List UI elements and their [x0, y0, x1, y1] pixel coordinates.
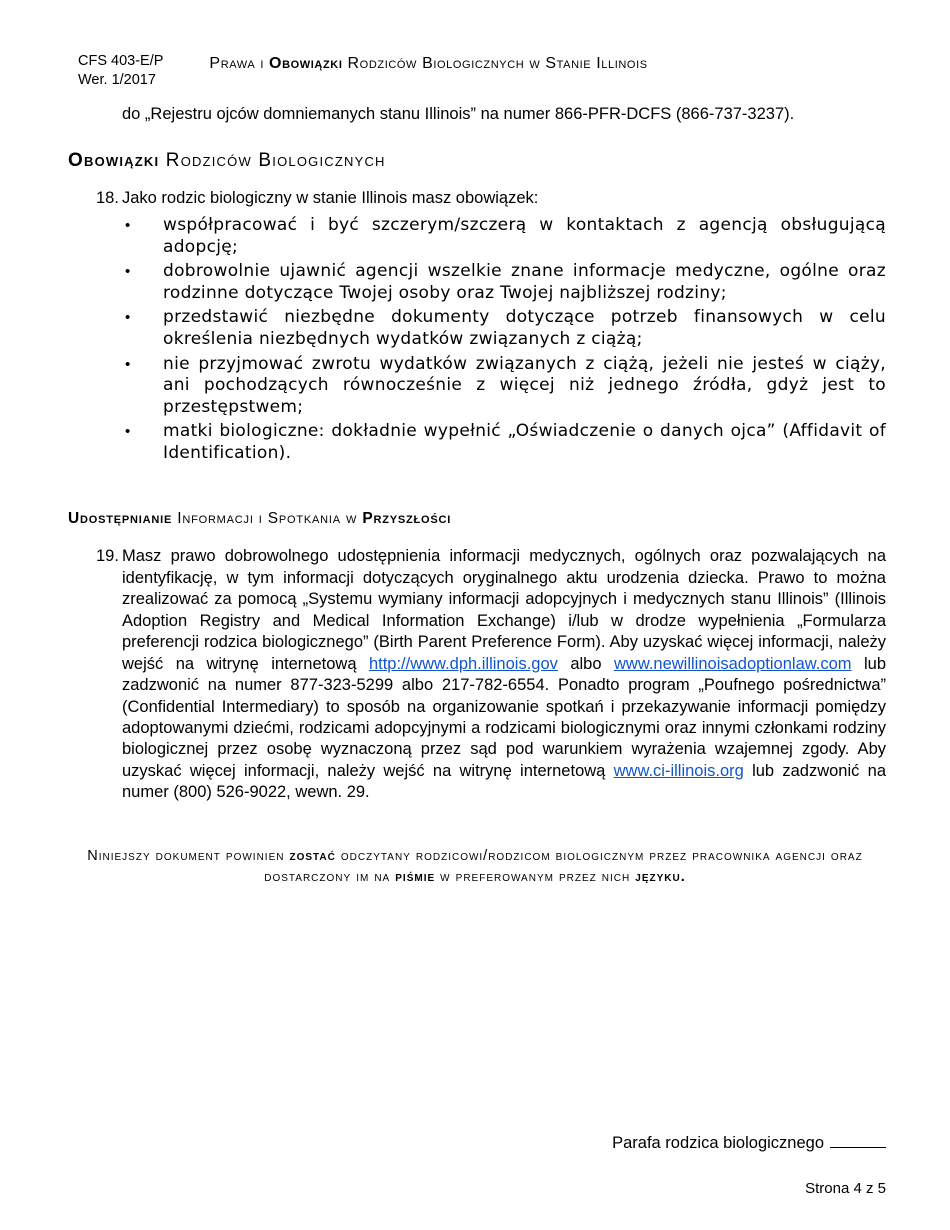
closing-bold-3: języku.: [635, 868, 686, 885]
item-19-text-3: lub zadzwonić na numer 877-323-5299 albo 217-782-6554. Ponadto program „Poufnego pośrednictwa” (Confidential Intermediary) to sposób na organizowanie spotkań i przekazywanie informacji pomiędzy adoptowanymi dziećmi, rodzicami adopcyjnymi a rodzicami biologicznymi oraz innymi członkami rodziny biologicznej przez osobę wyznaczoną przez sąd pod warunkiem wyrażenia wzajemnej zgody. Aby uzyskać więcej informacji, należy wejść na witrynę internetową: [122, 654, 886, 780]
document-title-post: Rodziców Biologicznych w Stanie Illinois: [342, 55, 648, 72]
list-item: [125, 261, 886, 304]
sharing-section-heading: [68, 510, 886, 528]
newillinoisadoptionlaw-link[interactable]: www.newillinoisadoptionlaw.com: [613, 654, 852, 673]
document-header: [0, 0, 950, 90]
item-19-number: 19.: [96, 547, 119, 566]
bullet-icon: •: [125, 263, 131, 281]
document-title-pre: Prawa i: [209, 55, 270, 72]
bullet-text: przedstawić niezbędne dokumenty dotyczące potrzeb finansowych w celu określenia niezbędnych wydatków związanych z ciążą;: [163, 307, 886, 350]
bullet-icon: •: [125, 355, 131, 373]
closing-text-2: odczytany rodzicowi/rodzicom biologicznym przez pracownika agencji oraz dostarczony im na: [264, 847, 863, 885]
form-version: Wer. 1/2017: [78, 71, 156, 88]
list-item: [125, 354, 886, 419]
bullet-icon: •: [125, 309, 131, 327]
closing-bold-2: piśmie: [395, 868, 436, 885]
continuation-line: do „Rejestru ojców domniemanych stanu Illinois” na numer 866-PFR-DCFS (866-737-3237).: [122, 104, 795, 123]
closing-statement: [61, 846, 889, 888]
bullet-icon: •: [125, 423, 131, 441]
form-number: CFS 403-E/P: [78, 53, 164, 69]
sharing-heading-bold-1: Udostępnianie: [68, 510, 173, 528]
initials-row: [612, 1134, 886, 1153]
bullet-icon: •: [125, 217, 131, 235]
duties-heading-rest: Rodziców Biologicznych: [159, 149, 386, 171]
item-19-paragraph: [122, 546, 886, 803]
list-item: [125, 307, 886, 350]
bullet-text: matki biologiczne: dokładnie wypełnić „Oświadczenie o danych ojca” (Affidavit of Identification).: [163, 421, 886, 463]
page-number: Strona 4 z 5: [805, 1180, 886, 1197]
sharing-heading-mid: Informacji i Spotkania w: [172, 510, 363, 528]
item-18: [96, 188, 886, 209]
initials-label: Parafa rodzica biologicznego: [612, 1134, 824, 1152]
closing-text-3: w preferowanym przez nich: [435, 868, 636, 885]
item-19: [96, 546, 886, 803]
duties-bullet-list: [125, 215, 886, 464]
bullet-text: nie przyjmować zwrotu wydatków związanych z ciążą, jeżeli nie jesteś w ciąży, ani pochodzących równocześnie z więcej niż jednego źródła, gdyż jest to przestępstwem;: [163, 353, 886, 417]
item-18-number: 18.: [96, 188, 119, 207]
list-item: [125, 215, 886, 258]
closing-bold-1: zostać: [289, 847, 336, 864]
initials-blank-line[interactable]: [830, 1134, 886, 1148]
form-id-block: [78, 52, 163, 90]
item-19-text-2: albo: [557, 654, 614, 673]
item-19-text-1: Masz prawo dobrowolnego udostępnienia informacji medycznych, ogólnych oraz pozwalających na identyfikację, w tym informacji dotyczących oryginalnego aktu urodzenia dziecka. Prawo to można zrealizować za pomocą „Systemu wymiany informacji adopcyjnych i medycznych stanu Illinois” (Illinois Adoption Registry and Medical Information Exchange) i/lub w drodze wypełnienia „Formularza preferencji rodzica biologicznego” (Birth Parent Preference Form). Aby uzyskać więcej informacji, należy wejść na witrynę internetową: [122, 547, 886, 673]
document-title: [209, 52, 647, 73]
sharing-heading-bold-2: Przyszłości: [362, 510, 452, 528]
list-item: [125, 421, 886, 464]
item-18-intro: Jako rodzic biologiczny w stanie Illinois masz obowiązek:: [122, 188, 539, 207]
closing-text-1: Niniejszy dokument powinien: [87, 847, 290, 864]
bullet-text: dobrowolnie ujawnić agencji wszelkie znane informacje medyczne, ogólne oraz rodzinne dotyczące Twojej osoby oraz Twojej najbliższej rodziny;: [163, 261, 886, 303]
item-19-text-4: lub zadzwonić na numer (800) 526-9022, wewn. 29.: [122, 761, 887, 802]
duties-section-heading: [68, 150, 886, 172]
document-title-bold: Obowiązki: [269, 55, 343, 72]
bullet-text: współpracować i być szczerym/szczerą w kontaktach z agencją obsługującą adopcję;: [163, 215, 886, 257]
dph-illinois-link[interactable]: http://www.dph.illinois.gov: [368, 654, 558, 673]
ci-illinois-link[interactable]: www.ci-illinois.org: [613, 761, 744, 780]
duties-heading-bold: Obowiązki: [68, 149, 160, 171]
